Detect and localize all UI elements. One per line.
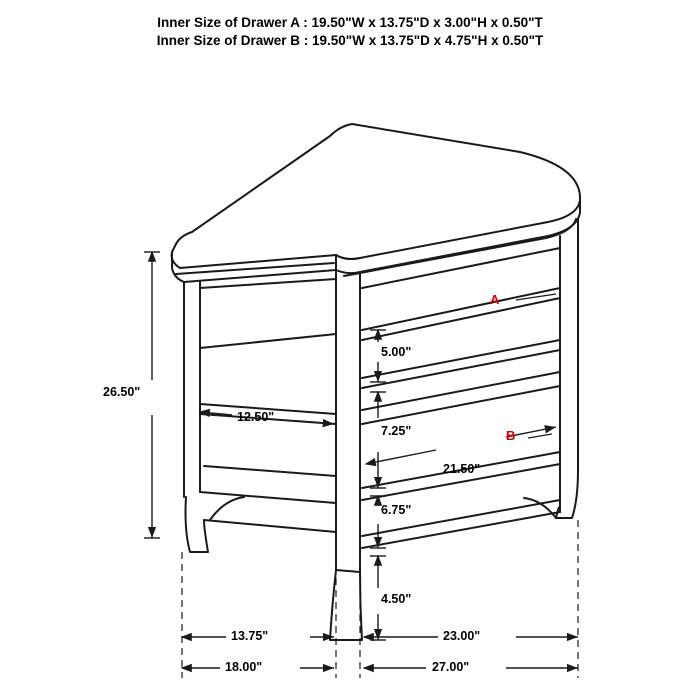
table-top-face bbox=[172, 124, 580, 268]
left-side-rail-bottom bbox=[200, 334, 336, 348]
label-gap-a: 5.00" bbox=[381, 345, 412, 359]
marker-drawer-b: B bbox=[506, 428, 516, 443]
drawer-b-spec-line: Inner Size of Drawer B : 19.50"W x 13.75"D x 4.75"H x 0.50"T bbox=[156, 33, 544, 48]
marker-drawer-a: A bbox=[490, 292, 500, 307]
left-apron-top bbox=[200, 492, 336, 503]
drawer-a-spec-line: Inner Size of Drawer A : 19.50"W x 13.75"D x 3.00"H x 0.50"T bbox=[157, 15, 543, 30]
leg-center bbox=[330, 570, 362, 640]
bracket-left bbox=[210, 497, 244, 520]
label-gap-c: 6.75" bbox=[381, 503, 412, 517]
left-side-rail-top bbox=[200, 279, 336, 288]
dim-215-left bbox=[366, 450, 436, 464]
leader-b bbox=[528, 434, 552, 438]
top-edge-front-joint bbox=[336, 255, 360, 259]
left-apron-bottom bbox=[204, 520, 336, 532]
label-shelf-width-left: 12.50" bbox=[237, 410, 275, 424]
label-depth-inner: 13.75" bbox=[231, 629, 269, 643]
label-gap-b: 7.25" bbox=[381, 424, 412, 438]
label-leg-height: 4.50" bbox=[381, 592, 412, 606]
label-width-inner: 23.00" bbox=[443, 629, 481, 643]
label-width-outer: 27.00" bbox=[432, 660, 470, 674]
label-shelf-width-right: 21.50" bbox=[443, 462, 481, 476]
leg-left bbox=[186, 497, 209, 552]
rail-under-a bbox=[362, 298, 560, 340]
label-depth-outer: 18.00" bbox=[225, 660, 263, 674]
label-total-height: 26.50" bbox=[103, 385, 141, 399]
left-shelf-lower-line bbox=[204, 466, 336, 476]
top-edge-right bbox=[336, 196, 580, 273]
leg-center-top bbox=[336, 570, 360, 572]
drawer-a-bottom-edge bbox=[362, 288, 560, 330]
